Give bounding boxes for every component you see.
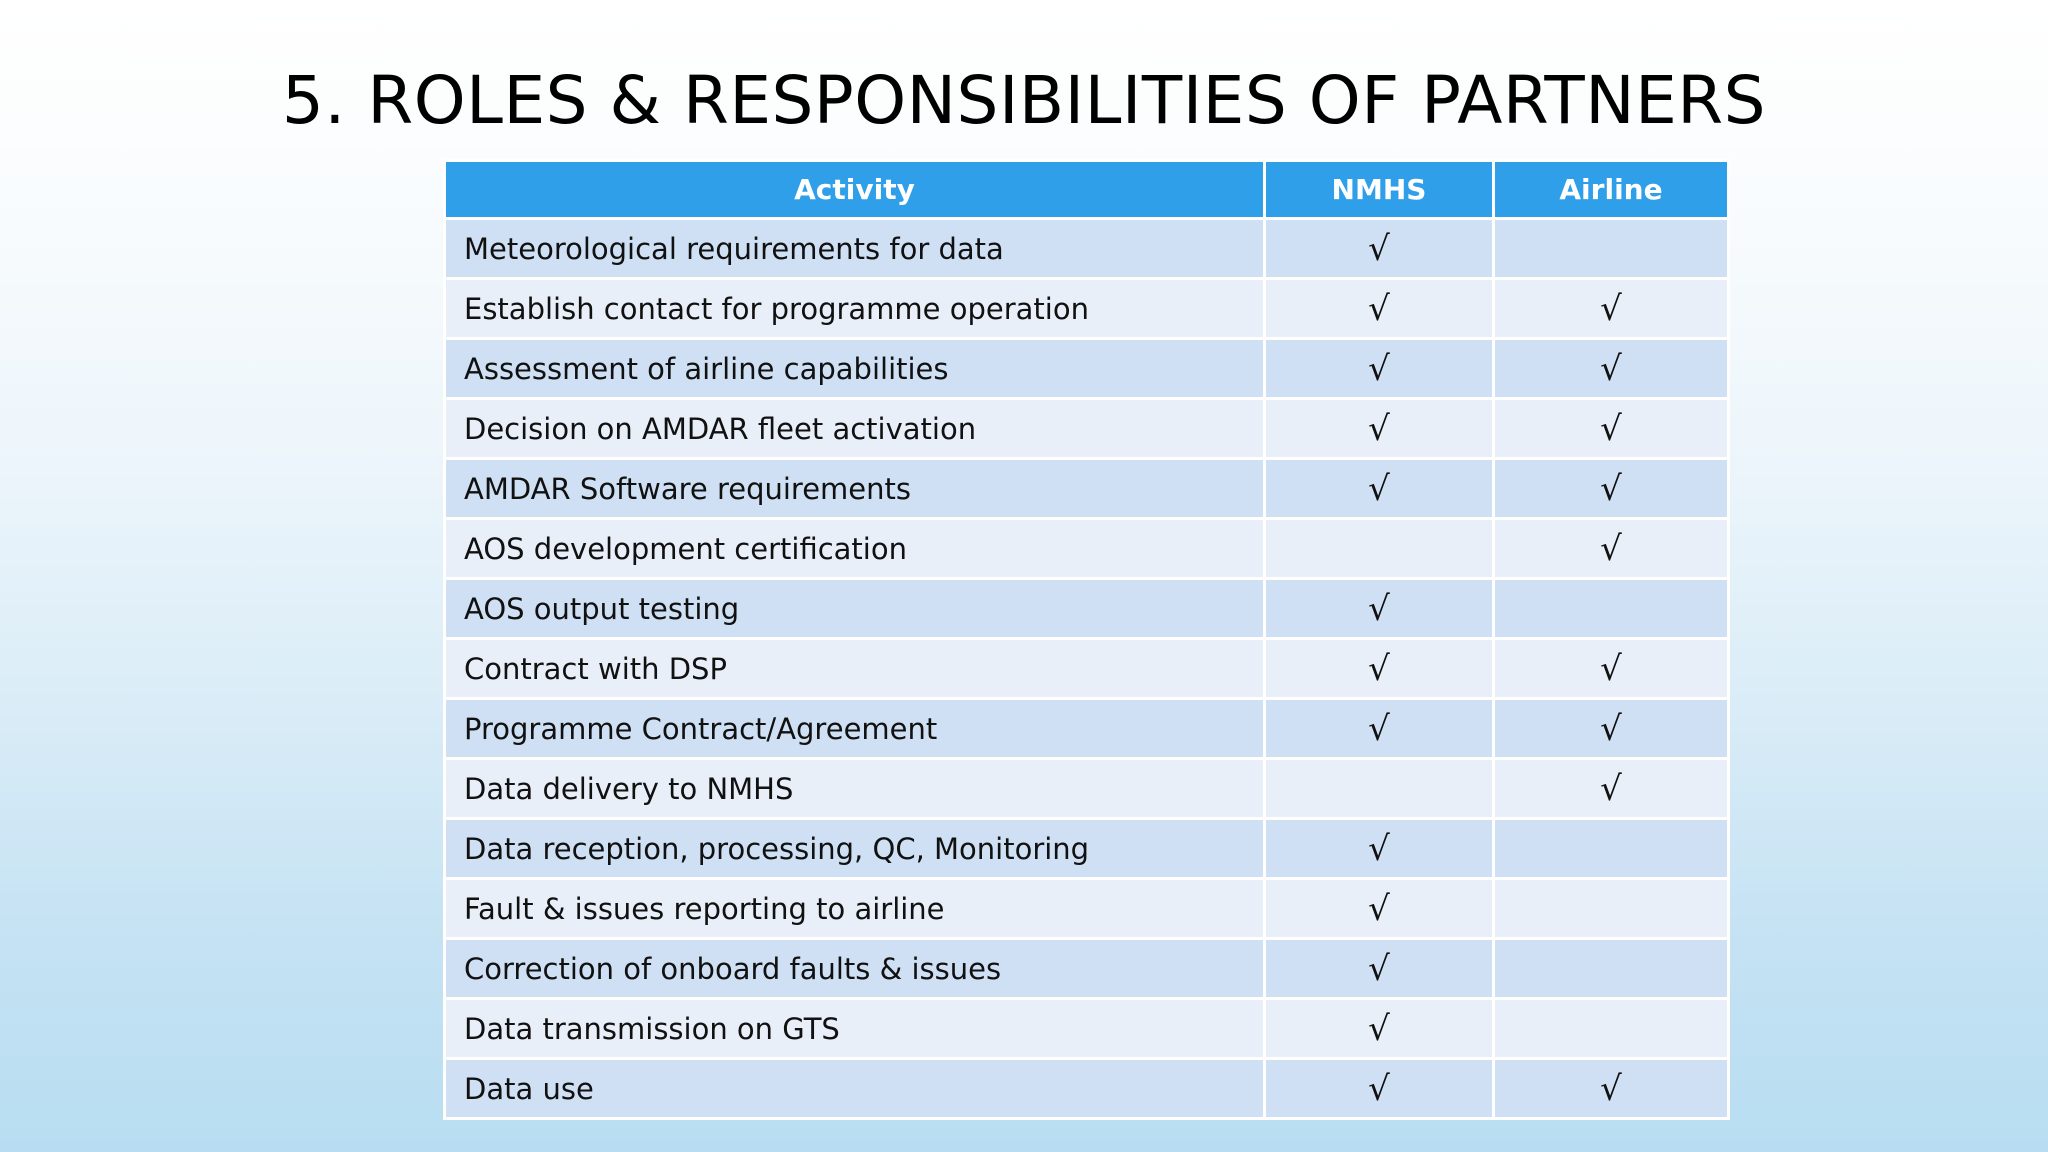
activity-cell: Data delivery to NMHS [445, 759, 1265, 819]
activity-cell: Fault & issues reporting to airline [445, 879, 1265, 939]
table-row [445, 399, 1729, 459]
activity-cell: Programme Contract/Agreement [445, 699, 1265, 759]
nmhs-check-cell [1265, 759, 1494, 819]
activity-cell: AMDAR Software requirements [445, 459, 1265, 519]
table-header-row [445, 161, 1729, 219]
airline-check-cell: √ [1494, 459, 1729, 519]
nmhs-check-cell: √ [1265, 459, 1494, 519]
activity-cell: Correction of onboard faults & issues [445, 939, 1265, 999]
table-row [445, 939, 1729, 999]
airline-check-cell: √ [1494, 1059, 1729, 1119]
activity-cell: Contract with DSP [445, 639, 1265, 699]
roles-table-container [443, 159, 1727, 1120]
nmhs-check-cell: √ [1265, 1059, 1494, 1119]
header-airline: Airline [1494, 161, 1729, 219]
table-row [445, 459, 1729, 519]
table-row [445, 819, 1729, 879]
airline-check-cell [1494, 819, 1729, 879]
activity-cell: Establish contact for programme operation [445, 279, 1265, 339]
table-row [445, 1059, 1729, 1119]
nmhs-check-cell: √ [1265, 819, 1494, 879]
nmhs-check-cell: √ [1265, 579, 1494, 639]
table-row [445, 699, 1729, 759]
airline-check-cell: √ [1494, 279, 1729, 339]
airline-check-cell: √ [1494, 759, 1729, 819]
activity-cell: Meteorological requirements for data [445, 219, 1265, 279]
header-activity: Activity [445, 161, 1265, 219]
activity-cell: Decision on AMDAR fleet activation [445, 399, 1265, 459]
airline-check-cell: √ [1494, 339, 1729, 399]
activity-cell: AOS output testing [445, 579, 1265, 639]
activity-cell: AOS development certification [445, 519, 1265, 579]
airline-check-cell: √ [1494, 519, 1729, 579]
table-row [445, 519, 1729, 579]
activity-cell: Data transmission on GTS [445, 999, 1265, 1059]
activity-cell: Data use [445, 1059, 1265, 1119]
table-row [445, 579, 1729, 639]
airline-check-cell [1494, 219, 1729, 279]
table-row [445, 339, 1729, 399]
airline-check-cell [1494, 999, 1729, 1059]
table-row [445, 999, 1729, 1059]
nmhs-check-cell: √ [1265, 279, 1494, 339]
nmhs-check-cell: √ [1265, 339, 1494, 399]
airline-check-cell [1494, 879, 1729, 939]
nmhs-check-cell: √ [1265, 639, 1494, 699]
header-nmhs: NMHS [1265, 161, 1494, 219]
nmhs-check-cell: √ [1265, 699, 1494, 759]
slide-title: 5. ROLES & RESPONSIBILITIES OF PARTNERS [281, 62, 1767, 139]
airline-check-cell: √ [1494, 399, 1729, 459]
nmhs-check-cell: √ [1265, 879, 1494, 939]
roles-table [443, 159, 1730, 1120]
table-row [445, 279, 1729, 339]
nmhs-check-cell: √ [1265, 399, 1494, 459]
table-row [445, 759, 1729, 819]
activity-cell: Assessment of airline capabilities [445, 339, 1265, 399]
table-body [445, 219, 1729, 1119]
nmhs-check-cell: √ [1265, 939, 1494, 999]
airline-check-cell [1494, 939, 1729, 999]
nmhs-check-cell: √ [1265, 999, 1494, 1059]
table-row [445, 639, 1729, 699]
table-row [445, 879, 1729, 939]
airline-check-cell: √ [1494, 699, 1729, 759]
airline-check-cell: √ [1494, 639, 1729, 699]
nmhs-check-cell: √ [1265, 219, 1494, 279]
airline-check-cell [1494, 579, 1729, 639]
activity-cell: Data reception, processing, QC, Monitoring [445, 819, 1265, 879]
nmhs-check-cell [1265, 519, 1494, 579]
table-row [445, 219, 1729, 279]
